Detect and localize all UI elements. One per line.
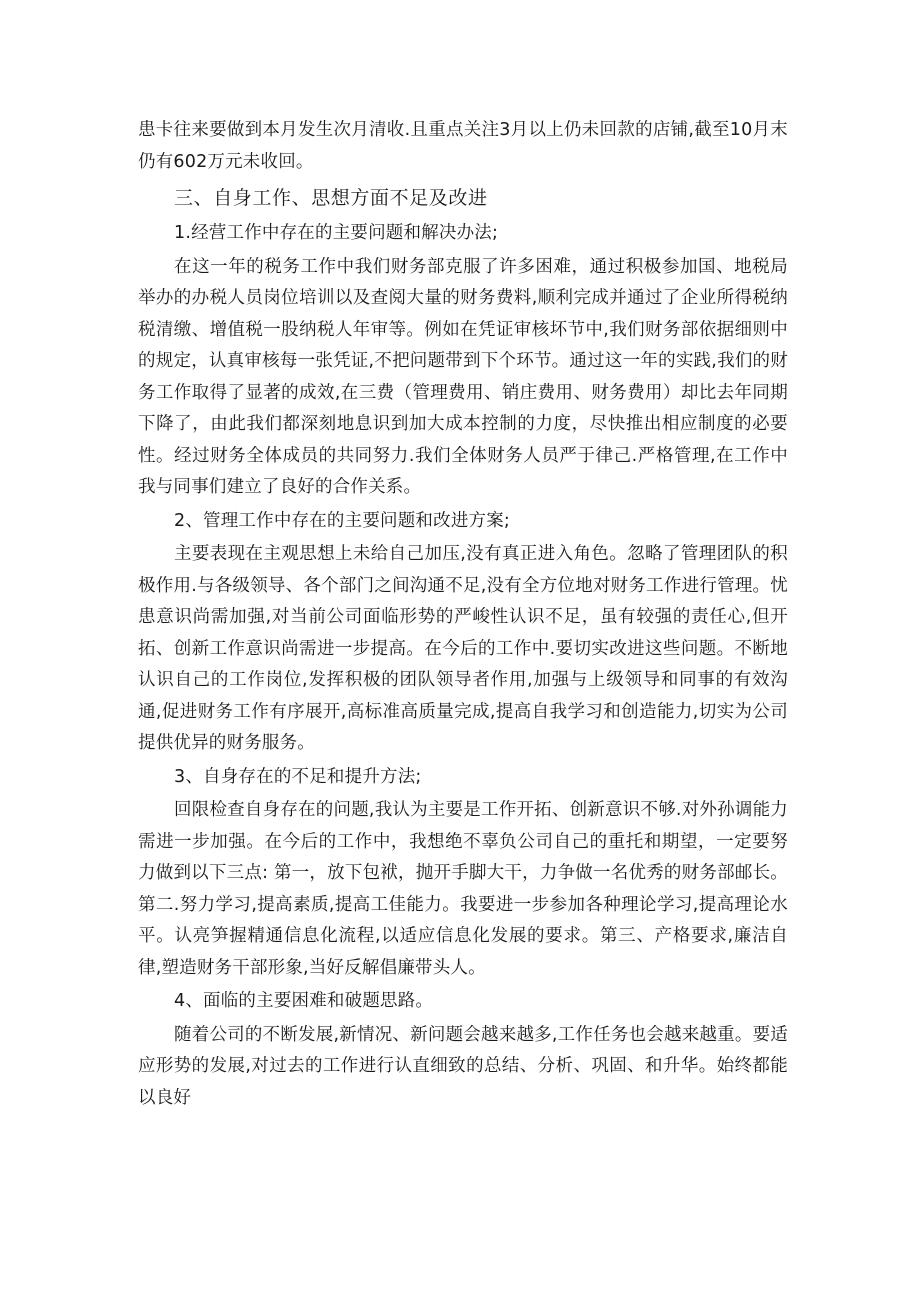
document-body	[138, 115, 788, 1114]
subheading-3: 3、自身存在的不足和提升方法;	[174, 766, 422, 787]
subheading-4: 4、面临的主要困难和破题思路。	[174, 991, 434, 1011]
paragraph-self-review: 回限检查自身存在的问题,我认为主要是工作开拓、创新意识不够.对外孙调能力需进一步加强。在今后的工作中，我想绝不辜负公司自己的重托和期望，一定要努力做到以下三点: 第一，放下包袱，抛开手脚大干，力争做一名优秀的财务部邮长。第二.努力学习,提高素质,提高工佳能力。我要进一步参加各种理论学习,提高理论水平。认亮笋握精通信息化流程,以适应信息化发展的要求。第三、产格要求,廉洁自律,塑造财务干部形象,当好反解倡廉带头人。	[138, 800, 788, 978]
subheading-2: 2、管理工作中存在的主要问题和改进方案;	[174, 510, 511, 531]
section-heading: 三、自身工作、思想方面不足及改进	[174, 187, 488, 209]
paragraph-continuation: 患卡往来要做到本月发生次月清收.且重点关注3月以上仍未回款的店铺,截至10月末仍有602万元未收回。	[138, 120, 788, 172]
paragraph-difficulties: 随着公司的不断发展,新情况、新问题会越来越多,工作任务也会越来越重。要适应形势的发展,对过去的工作进行认直细致的总结、分析、巩固、和升华。始终都能以良好	[138, 1024, 788, 1108]
paragraph-tax-work: 在这一年的税务工作中我们财务部克服了许多困难，通过积极参加国、地税局举办的办税人员岗位培训以及查阅大量的财务费料,顺利完成并通过了企业所得税纳税清缴、增值税一股纳税人年审等。例如在凭证审核坏节中,我们财务部依据细则中的规定，认真审核每一张凭证,不把问题带到下个环节。通过这一年的实践,我们的财务工作取得了显著的成效,在三费（管理费用、销庄费用、财务费用）却比去年同期下降了，由此我们都深刻地息识到加大成本控制的力度，尽快推出相应制度的必要性。经过财务全体成员的共同努力.我们全体财务人员严于律己.严格管理,在工作中我与同事们建立了良好的合作关系。	[138, 256, 788, 497]
subheading-1: 1.经营工作中存在的主要问题和解决办法;	[174, 223, 499, 243]
paragraph-management: 主要表现在主观思想上未给自己加压,没有真正进入角色。忽略了管理团队的积极作用.与各级领导、各个部门之间沟通不足,没有全方位地对财务工作进行管理。忧患意识尚需加强,对当前公司面临形势的严峻性认识不足，虽有较强的责任心,但开拓、创新工作意识尚需进一步提高。在今后的工作中.要切实改进这些问题。不断地认识自己的工作岗位,发挥积极的团队领导者作用,加强与上级领导和同事的有效沟通,促进财务工作有序展开,高标准高质量完成,提高自我学习和创造能力,切实为公司提供优异的财务服务。	[138, 544, 788, 753]
